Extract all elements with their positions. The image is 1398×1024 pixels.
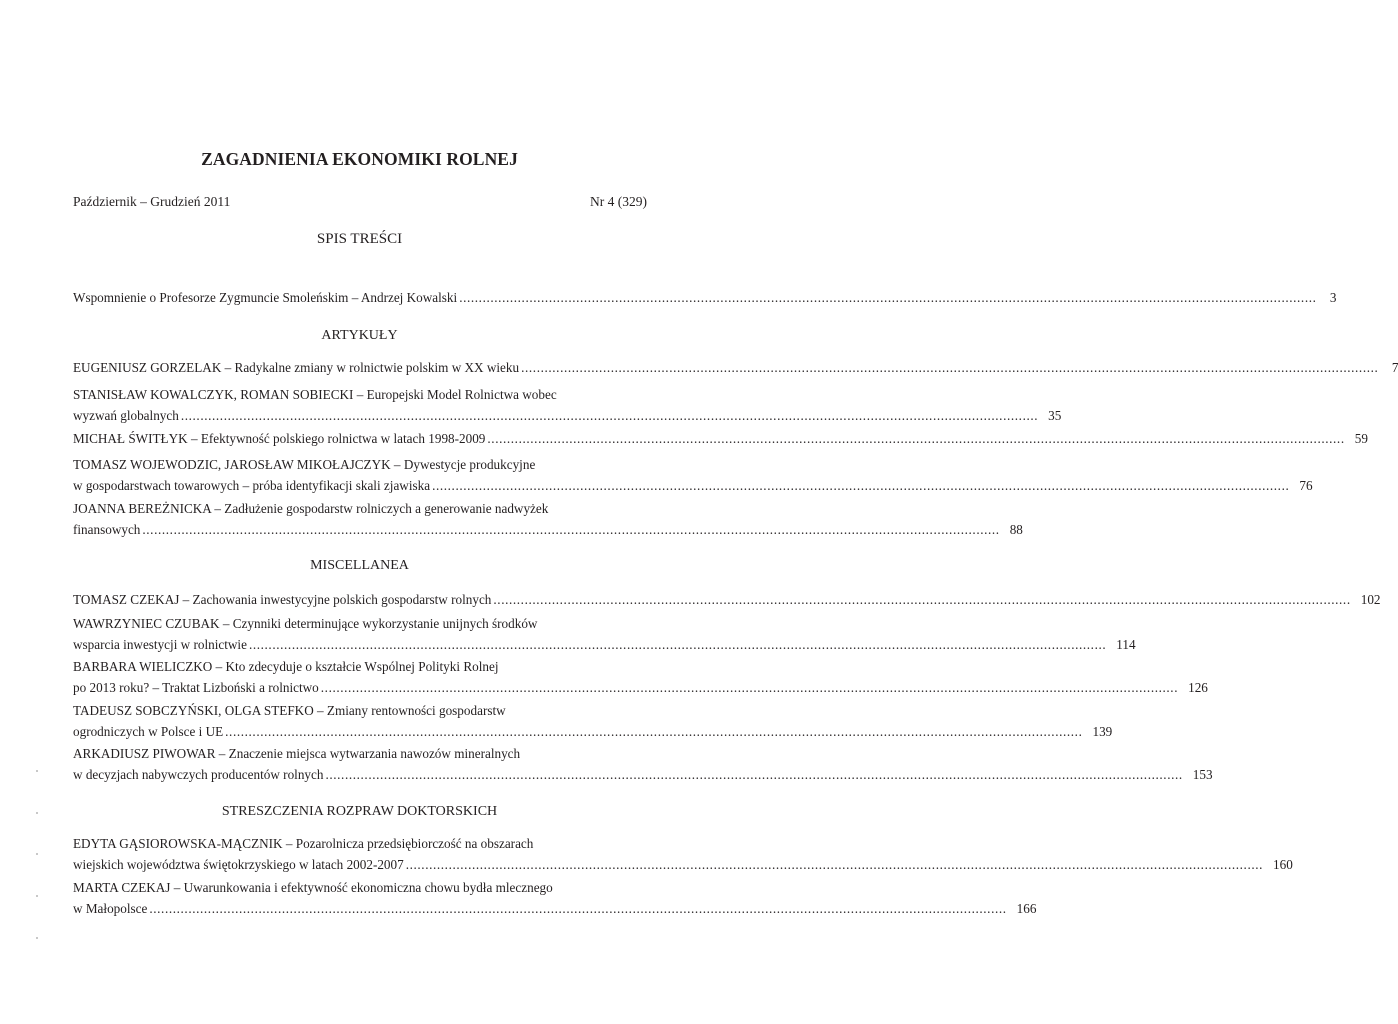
scan-speck [36,770,38,772]
issue-info [73,194,647,210]
toc-entry[interactable] [73,384,1062,426]
dot-leader: ............................................................................................................................................................................................................................ [320,680,1179,695]
entry-text: ogrodniczych w Polsce i UE [73,724,224,739]
dot-leader: ............................................................................................................................................................................................................................ [248,637,1107,652]
issue-period: Październik – Grudzień 2011 [73,194,231,209]
dot-leader: ............................................................................................................................................................................................................................ [487,431,1345,446]
entry-text: w decyzjach nabywczych producentów rolnych [73,767,324,782]
toc-entry[interactable] [73,428,1368,449]
toc-entry[interactable] [73,498,1023,540]
scan-speck [36,895,38,897]
entry-text: STANISŁAW KOWALCZYK, ROMAN SOBIECKI – Europejski Model Rolnictwa wobec [73,387,557,402]
entry-text: Wspomnienie o Profesorze Zygmuncie Smoleńskim – Andrzej Kowalski [73,290,458,305]
toc-entry[interactable] [73,700,1113,742]
toc-entry[interactable] [73,833,1293,875]
dot-leader: ............................................................................................................................................................................................................................ [325,767,1183,782]
section-heading-miscellanea: MISCELLANEA [310,558,409,573]
page-number: 59 [1354,431,1368,446]
journal-title: ZAGADNIENIA EKONOMIKI ROLNEJ [201,149,518,169]
page-number: 35 [1048,408,1062,423]
page-number: 114 [1116,637,1136,652]
toc-entry[interactable] [73,743,1213,785]
section-heading-artykuly: ARTYKUŁY [321,328,398,343]
scan-speck [36,937,38,939]
entry-text: EDYTA GĄSIOROWSKA-MĄCZNIK – Pozarolnicza przedsiębiorczość na obszarach [73,836,534,851]
entry-text: w Małopolsce [73,901,148,916]
dot-leader: ............................................................................................................................................................................................................................ [149,901,1007,916]
dot-leader: ............................................................................................................................................................................................................................ [521,360,1379,375]
page-number: 88 [1009,522,1023,537]
entry-text: WAWRZYNIEC CZUBAK – Czynniki determinujące wykorzystanie unijnych środków [73,616,538,631]
toc-entry[interactable] [73,656,1208,698]
entry-text: wyzwań globalnych [73,408,179,423]
scan-speck [36,812,38,814]
scan-speck [36,853,38,855]
page-number: 139 [1092,724,1113,739]
page-number: 153 [1192,767,1213,782]
dot-leader: ............................................................................................................................................................................................................................ [432,478,1290,493]
entry-text: TOMASZ WOJEWODZIC, JAROSŁAW MIKOŁAJCZYK – Dywestycje produkcyjne [73,457,536,472]
page-number: 76 [1299,478,1313,493]
page-number: 7 [1391,360,1398,375]
entry-text: TADEUSZ SOBCZYŃSKI, OLGA STEFKO – Zmiany rentowności gospodarstw [73,703,506,718]
toc-entry[interactable] [73,287,1337,308]
entry-text: finansowych [73,522,141,537]
page-number: 3 [1329,290,1337,305]
toc-entry[interactable] [73,589,1381,610]
entry-text: ARKADIUSZ PIWOWAR – Znaczenie miejsca wytwarzania nawozów mineralnych [73,746,521,761]
issue-number: Nr 4 (329) [590,194,647,209]
entry-text: MICHAŁ ŚWITŁYK – Efektywność polskiego rolnictwa w latach 1998-2009 [73,431,486,446]
toc-entry[interactable] [73,877,1037,919]
entry-text: MARTA CZEKAJ – Uwarunkowania i efektywność ekonomiczna chowu bydła mlecznego [73,880,553,895]
dot-leader: ............................................................................................................................................................................................................................ [493,592,1351,607]
section-heading-streszczenia: STRESZCZENIA ROZPRAW DOKTORSKICH [221,804,498,819]
dot-leader: ............................................................................................................................................................................................................................ [142,522,1000,537]
entry-text: wsparcia inwestycji w rolnictwie [73,637,247,652]
page-number: 126 [1188,680,1208,695]
page-number: 102 [1360,592,1381,607]
entry-text: TOMASZ CZEKAJ – Zachowania inwestycyjne polskich gospodarstw rolnych [73,592,492,607]
entry-text: EUGENIUSZ GORZELAK – Radykalne zmiany w rolnictwie polskim w XX wieku [73,360,520,375]
page-number: 166 [1016,901,1037,916]
toc-entry[interactable] [73,613,1136,655]
toc-entry[interactable] [73,454,1313,496]
dot-leader: ............................................................................................................................................................................................................................ [405,857,1264,872]
entry-text: JOANNA BEREŻNICKA – Zadłużenie gospodarstw rolniczych a generowanie nadwyżek [73,501,549,516]
entry-text: wiejskich województwa świętokrzyskiego w latach 2002-2007 [73,857,404,872]
dot-leader: ............................................................................................................................................................................................................................ [225,724,1083,739]
entry-text: BARBARA WIELICZKO – Kto zdecyduje o kształcie Wspólnej Polityki Rolnej [73,659,499,674]
toc-entry[interactable] [73,357,1398,378]
entry-text: po 2013 roku? – Traktat Lizboński a rolnictwo [73,680,319,695]
dot-leader: ............................................................................................................................................................................................................................ [459,290,1317,305]
page-number: 160 [1273,857,1293,872]
dot-leader: ............................................................................................................................................................................................................................ [180,408,1039,423]
entry-text: w gospodarstwach towarowych – próba identyfikacji skali zjawiska [73,478,431,493]
toc-heading: SPIS TREŚCI [316,231,403,247]
